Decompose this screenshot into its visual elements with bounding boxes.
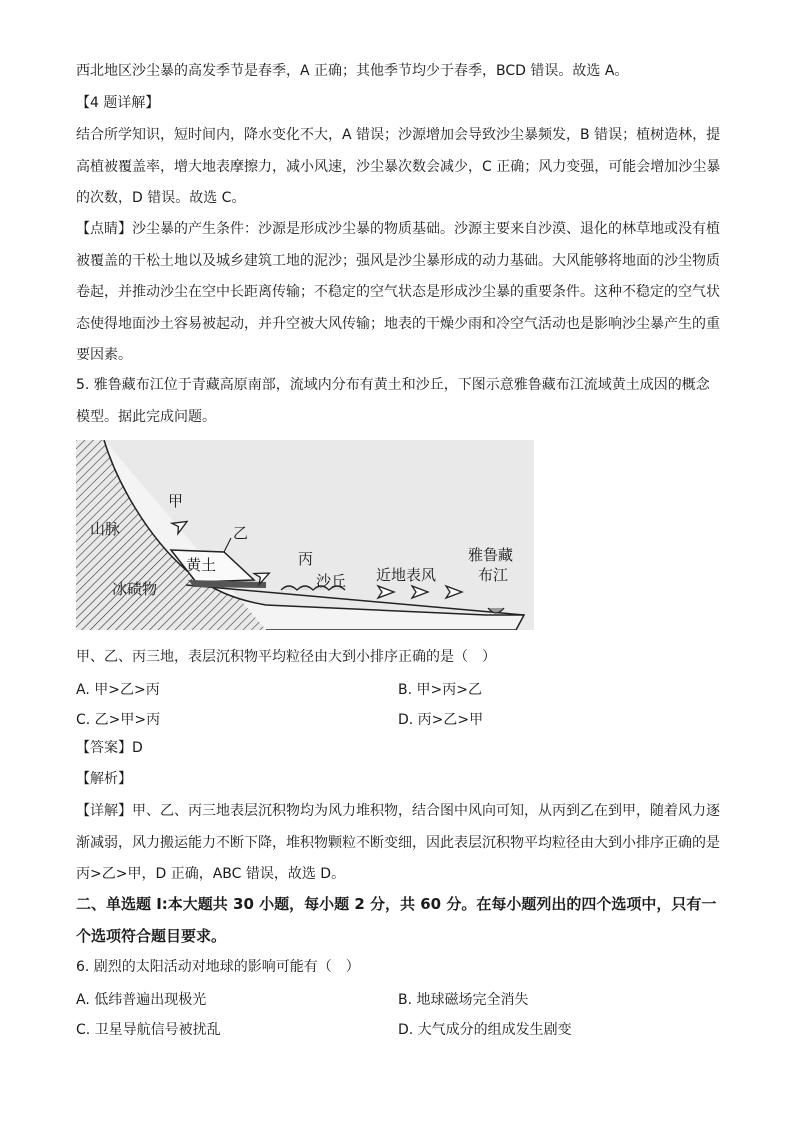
label-loess: 黄土 [186,556,217,574]
q5-analysis-header: 【解析】 [76,771,132,787]
loess-formation-diagram [76,440,534,630]
q5-intro: 5. 雅鲁藏布江位于青藏高原南部，流域内分布有黄土和沙丘，下图示意雅鲁藏布江流域黄土成因的概念模型。据此完成问题。 [76,377,710,425]
q4-detail: 结合所学知识，短时间内，降水变化不大，A 错误；沙源增加会导致沙尘暴频发，B 错误；植树造林，提高植被覆盖率，增大地表摩擦力，减小风速，沙尘暴次数会减少，C 正确；风力变强，可能会增加沙尘暴的次数，D 错误。故选 C。 [76,127,721,206]
label-jia: 甲 [168,492,184,510]
q6-option-a: A. 低纬普遍出现极光 [76,992,207,1008]
yi-leader [224,538,231,552]
q5-option-d: D. 丙>乙>甲 [398,712,484,728]
q5-detail: 【详解】甲、乙、丙三地表层沉积物均为风力堆积物，结合图中风向可知，从丙到乙在到甲，随着风力逐渐减弱，风力搬运能力不断下降，堆积物颗粒不断变细，因此表层沉积物平均粒径由大到小排序正确的是丙>乙>甲，D 正确，ABC 错误，故选 D。 [76,803,720,882]
label-yi: 乙 [233,524,249,542]
tip-paragraph: 【点睛】沙尘暴的产生条件：沙源是形成沙尘暴的物质基础。沙源主要来自沙漠、退化的林草地或没有植被覆盖的干松土地以及城乡建筑工地的泥沙；强风是沙尘暴形成的动力基础。大风能够将地面的沙尘物质卷起，并推动沙尘在空中长距离传输；不稳定的空气状态是形成沙尘暴的重要条件。这种不稳定的空气状态使得地面沙土容易被起动，并升空被大风传输；地表的干燥少雨和冷空气活动也是影响沙尘暴产生的重要因素。 [76,221,720,363]
label-river-1: 雅鲁藏 [468,546,514,564]
q6-question: 6. 剧烈的太阳活动对地球的影响可能有（ ） [76,959,360,975]
moraine-band [188,580,266,588]
label-mountain: 山脉 [90,520,121,538]
paragraph-q3-conclusion: 西北地区沙尘暴的高发季节是春季，A 正确；其他季节均少于春季，BCD 错误。故选 A。 [76,63,629,79]
label-bing: 丙 [298,550,314,568]
q6-option-b: B. 地球磁场完全消失 [398,992,529,1008]
q5-option-a: A. 甲>乙>丙 [76,682,160,698]
q5-answer: 【答案】D [76,740,143,756]
q6-option-d: D. 大气成分的组成发生剧变 [398,1022,572,1038]
label-river-2: 布江 [478,566,509,584]
label-moraine: 冰碛物 [112,580,158,598]
q5-question: 甲、乙、丙三地，表层沉积物平均粒径由大到小排序正确的是（ ） [76,649,496,665]
q4-header: 【4 题详解】 [76,95,160,111]
q5-option-c: C. 乙>甲>丙 [76,712,161,728]
q6-option-c: C. 卫星导航信号被扰乱 [76,1022,221,1038]
wind-arrow-2 [412,586,428,598]
wind-arrow-3 [446,586,462,598]
wind-arrow-1 [378,586,394,598]
q5-option-b: B. 甲>丙>乙 [398,682,482,698]
label-wind: 近地表风 [376,566,437,584]
diagram-svg [76,440,534,630]
label-dune: 沙丘 [316,572,347,590]
section-2-heading: 二、单选题 I:本大题共 30 小题，每小题 2 分，共 60 分。在每小题列出的四个选项中，只有一个选项符合题目要求。 [76,895,717,945]
